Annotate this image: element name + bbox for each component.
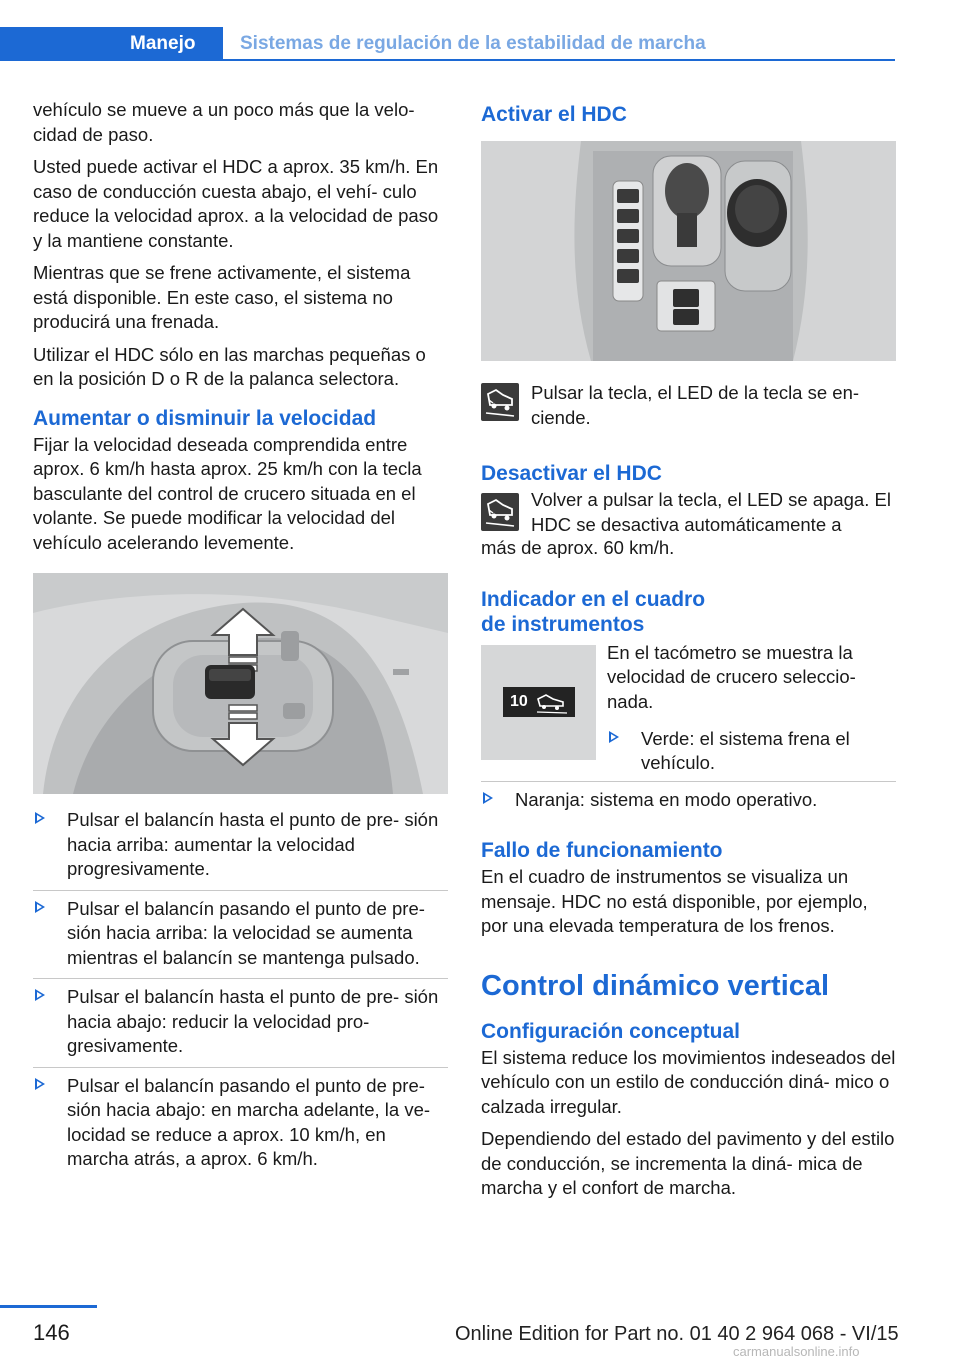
list-item: Pulsar el balancín hasta el punto de pre‐ sión hacia abajo: reducir la velocidad pro‐ gresivamente. [33,979,448,1068]
steering-wheel-illustration [33,573,448,794]
header-chapter: Manejo [130,33,196,54]
triangle-bullet-icon [35,812,45,824]
list-item: Pulsar el balancín pasando el punto de pre‐ sión hacia arriba: la velocidad se aumenta mientras el balancín se mantenga pulsado. [33,891,448,980]
triangle-bullet-icon [35,989,45,1001]
hdc-button-icon [481,383,519,421]
list-item: Naranja: sistema en modo operativo. [481,782,896,821]
indicator-text: En el tacómetro se muestra la velocidad de crucero seleccio‐ nada. [607,641,856,712]
right-column [481,102,896,1209]
header-section-title: Sistemas de regulación de la estabilidad de marcha [240,33,706,54]
paragraph: Mientras que se frene activamente, el sistema está disponible. En este caso, el sistema no producirá una frenada. [33,262,411,332]
speed-rocker-instructions [33,802,448,1180]
triangle-bullet-icon [35,901,45,913]
heading-activate: Activar el HDC [481,103,627,126]
header-underline [0,59,895,61]
footer-line [0,1305,97,1308]
activate-row [481,381,896,439]
indicator-block [481,641,896,793]
indicator-orange-list [481,782,896,821]
list-item: Pulsar el balancín pasando el punto de pre‐ sión hacia abajo: en marcha adelante, la ve‐ locidad se reduce a aprox. 10 km/h, en marcha atrás, a aprox. 6 km/h. [33,1068,448,1180]
left-column [33,98,448,1180]
heading-indicator: Indicador en el cuadro de instrumentos [481,587,706,636]
heading-speed: Aumentar o disminuir la velocidad [33,406,377,430]
page-number: 146 [33,1320,70,1345]
hdc-button-icon [481,493,519,531]
heading-fault: Fallo de funcionamiento [481,839,723,862]
list-item: Pulsar el balancín hasta el punto de pre‐ sión hacia arriba: aumentar la velocidad progresivamente. [33,802,448,891]
heading-vertical-control: Control dinámico vertical [481,969,830,1002]
watermark: carmanualsonline.info [733,1344,860,1359]
fault-text: En el cuadro de instrumentos se visualiza un mensaje. HDC no está disponible, por ejemplo, por una elevada temperatura de los frenos. [481,866,868,936]
deactivate-text: Volver a pulsar la tecla, el LED se apaga. El HDC se desactiva automáticamente a [531,489,891,535]
triangle-bullet-icon [483,792,493,804]
triangle-bullet-icon [35,1078,45,1090]
paragraph: Usted puede activar el HDC a aprox. 35 km/h. En caso de conducción cuesta abajo, el vehí‐ culo reduce la velocidad aprox. a la velocidad de paso y la mantiene constante. [33,156,439,251]
hdc-downhill-car-icon [481,383,519,421]
center-console-illustration [481,141,896,361]
deactivate-text-cont: más de aprox. 60 km/h. [481,537,675,558]
hdc-indicator-car-icon [535,690,571,714]
paragraph: vehículo se mueve a un poco más que la velo‐ cidad de paso. [33,99,415,145]
paragraph: Fijar la velocidad deseada comprendida entre aprox. 6 km/h hasta aprox. 25 km/h con la tecla basculante del control de crucero situada en el volante. Se puede modificar la velocidad del vehículo acelerando levemente. [33,433,422,553]
heading-deactivate: Desactivar el HDC [481,462,662,485]
paragraph: Utilizar el HDC sólo en las marchas pequeñas o en la posición D o R de la palanca selectora. [33,343,426,389]
concept-text: Dependiendo del estado del pavimento y del estilo de conducción, se incrementa la diná‐ mica de marcha y el confort de marcha. [481,1128,895,1198]
indicator-green-list [607,721,896,784]
concept-text: El sistema reduce los movimientos indeseados del vehículo con un estilo de conducción diná‐ mico o calzada irregular. [481,1046,896,1117]
deactivate-row [481,488,896,536]
indicator-speed-number: 10 [510,692,528,710]
center-console-photo [481,141,896,361]
edition-text: Online Edition for Part no. 01 40 2 964 068 - VI/15 [455,1323,899,1345]
heading-concept: Configuración conceptual [481,1019,741,1043]
list-item: Verde: el sistema frena el vehículo. [607,721,896,784]
activate-text: Pulsar la tecla, el LED de la tecla se en‐ ciende. [531,382,860,428]
steering-wheel-rocker-photo [33,573,448,794]
triangle-bullet-icon [609,731,619,743]
tachometer-indicator-image [481,645,596,760]
hdc-downhill-car-icon [481,493,519,531]
